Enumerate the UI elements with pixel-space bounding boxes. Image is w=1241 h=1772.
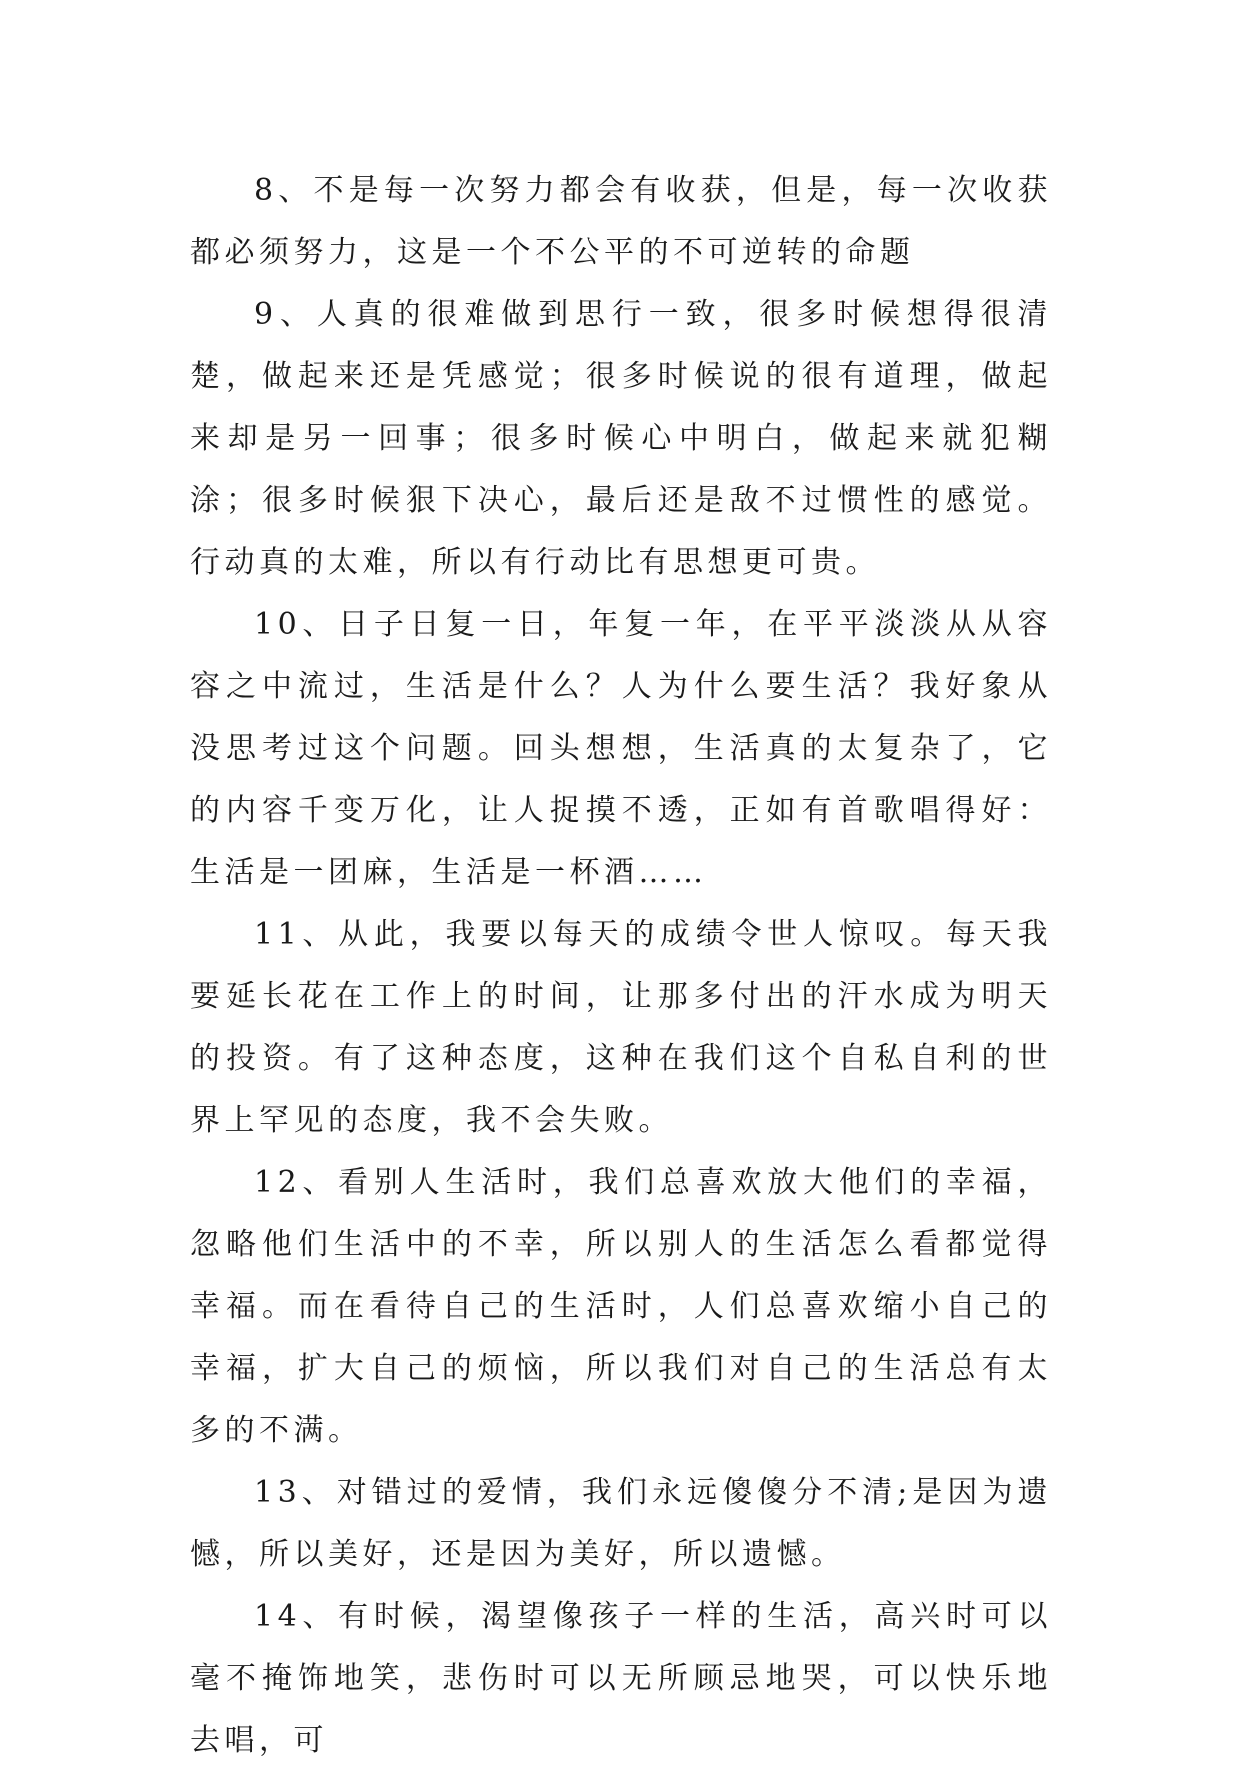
paragraph-9: 9、人真的很难做到思行一致，很多时候想得很清楚，做起来还是凭感觉；很多时候说的很有道理，做起来却是另一回事；很多时候心中明白，做起来就犯糊涂；很多时候狠下决心，最后还是敌不过惯性的感觉。行动真的太难，所以有行动比有思想更可贵。 <box>190 297 1052 580</box>
paragraph-11: 11、从此，我要以每天的成绩令世人惊叹。每天我要延长花在工作上的时间，让那多付出的汗水成为明天的投资。有了这种态度，这种在我们这个自私自利的世界上罕见的态度，我不会失败。 <box>190 917 1052 1138</box>
paragraph-13: 13、对错过的爱情，我们永远傻傻分不清;是因为遗憾，所以美好，还是因为美好，所以遗憾。 <box>190 1475 1052 1572</box>
paragraph-10: 10、日子日复一日，年复一年，在平平淡淡从从容容之中流过，生活是什么？人为什么要生活？我好象从没思考过这个问题。回头想想，生活真的太复杂了，它的内容千变万化，让人捉摸不透，正如有首歌唱得好：生活是一团麻，生活是一杯酒…… <box>190 607 1052 890</box>
paragraph-8: 8、不是每一次努力都会有收获，但是，每一次收获都必须努力，这是一个不公平的不可逆转的命题 <box>190 173 1052 270</box>
document-body <box>190 160 1052 1772</box>
paragraph-12: 12、看别人生活时，我们总喜欢放大他们的幸福，忽略他们生活中的不幸，所以别人的生活怎么看都觉得幸福。而在看待自己的生活时，人们总喜欢缩小自己的幸福，扩大自己的烦恼，所以我们对自己的生活总有太多的不满。 <box>190 1165 1052 1448</box>
paragraph-14: 14、有时候，渴望像孩子一样的生活，高兴时可以毫不掩饰地笑，悲伤时可以无所顾忌地哭，可以快乐地去唱，可 <box>190 1599 1052 1758</box>
